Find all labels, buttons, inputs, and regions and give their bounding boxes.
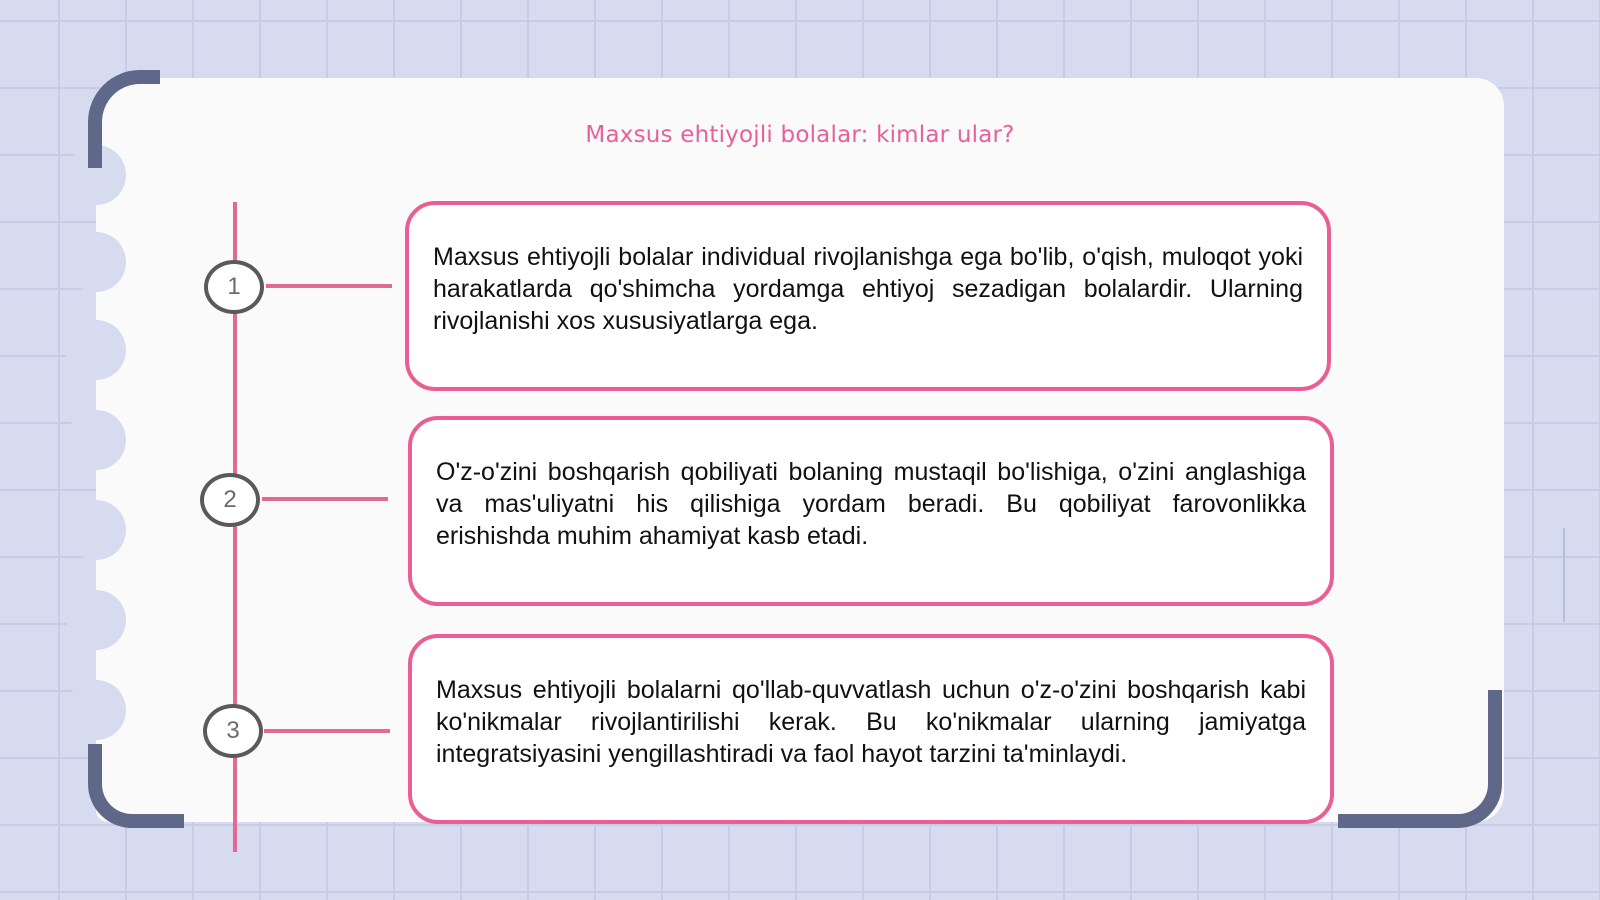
page-edge-scallop bbox=[66, 320, 126, 380]
slide-title: Maxsus ehtiyojli bolalar: kimlar ular? bbox=[585, 122, 1015, 148]
step-box-2 bbox=[408, 416, 1334, 606]
step-number-1: 1 bbox=[204, 260, 264, 314]
step-box-3 bbox=[408, 634, 1334, 824]
timeline-connector-2 bbox=[262, 497, 388, 501]
step-number-3: 3 bbox=[203, 704, 263, 758]
step-text-1: Maxsus ehtiyojli bolalar individual rivojlanishga ega bo'lib, o'qish, muloqot yoki harakatlarda qo'shimcha yordamga ehtiyoj sezadigan bolalardir. Ularning rivojlanishi xos xususiyatlarga ega. bbox=[433, 243, 1303, 335]
timeline-connector-1 bbox=[266, 284, 392, 288]
page-edge-scallop bbox=[66, 590, 126, 650]
decorative-line bbox=[1563, 528, 1565, 622]
page-edge-scallop bbox=[66, 500, 126, 560]
frame-corner-bottom-right bbox=[1338, 690, 1502, 828]
page-edge-scallop bbox=[66, 232, 126, 292]
step-text-2: O'z-o'zini boshqarish qobiliyati bolaning mustaqil bo'lishiga, o'zini anglashiga va mas'uliyatni his qilishiga yordam beradi. Bu qobiliyat farovonlikka erishishda muhim ahamiyat kasb etadi. bbox=[436, 458, 1306, 550]
frame-corner-bottom-left bbox=[88, 744, 184, 828]
step-number-2: 2 bbox=[200, 473, 260, 527]
step-box-1 bbox=[405, 201, 1331, 391]
timeline-connector-3 bbox=[264, 729, 390, 733]
page-edge-scallop bbox=[66, 410, 126, 470]
page-edge-scallop bbox=[66, 680, 126, 740]
step-text-3: Maxsus ehtiyojli bolalarni qo'llab-quvvatlash uchun o'z-o'zini boshqarish kabi ko'nikmalar rivojlantirilishi kerak. Bu ko'nikmalar ularning jamiyatga integratsiyasini yengillashtiradi va faol hayot tarzini ta'minlaydi. bbox=[436, 676, 1306, 768]
frame-corner-top-left bbox=[88, 70, 160, 168]
